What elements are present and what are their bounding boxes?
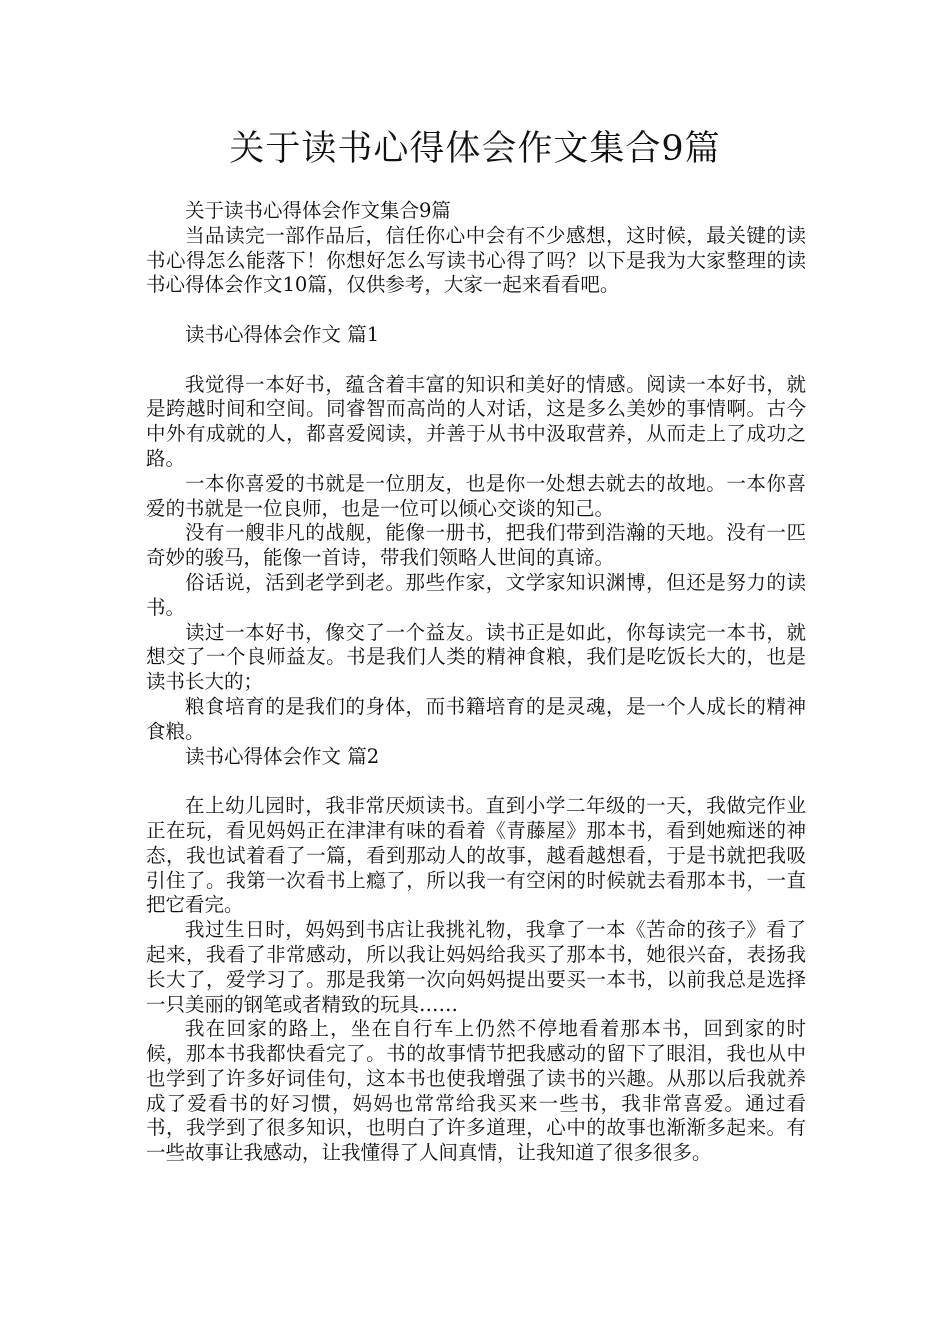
- paragraph: 没有一艘非凡的战舰，能像一册书，把我们带到浩瀚的天地。没有一匹奇妙的骏马，能像一首诗，带我们领略人世间的真谛。: [146, 521, 806, 570]
- intro-paragraph: 当品读完一部作品后，信任你心中会有不少感想，这时候，最关键的读书心得怎么能落下！你想好怎么写读书心得了吗？以下是我为大家整理的读书心得体会作文10篇，仅供参考，大家一起来看看吧。: [146, 223, 806, 297]
- section-heading-1: 读书心得体会作文 篇1: [185, 322, 380, 346]
- document-body: [146, 199, 806, 1166]
- section-heading-2: 读书心得体会作文 篇2: [185, 744, 380, 768]
- paragraph: 一本你喜爱的书就是一位朋友，也是你一处想去就去的故地。一本你喜爱的书就是一位良师，也是一位可以倾心交谈的知己。: [146, 471, 806, 520]
- paragraph: 我过生日时，妈妈到书店让我挑礼物，我拿了一本《苦命的孩子》看了起来，我看了非常感动，所以我让妈妈给我买了那本书，她很兴奋，表扬我长大了，爱学习了。那是我第一次向妈妈提出要买一本书，以前我总是选择一只美丽的钢笔或者精致的玩具……: [146, 918, 806, 1016]
- blank-line: [146, 769, 806, 794]
- paragraph: 在上幼儿园时，我非常厌烦读书。直到小学二年级的一天，我做完作业正在玩，看见妈妈正在津津有味的看着《青藤屋》那本书，看到她痴迷的神态，我也试着看了一篇，看到那动人的故事，越看越想看，于是书就把我吸引住了。我第一次看书上瘾了，所以我一有空闲的时候就去看那本书，一直把它看完。: [146, 794, 806, 917]
- paragraph: 俗话说，活到老学到老。那些作家，文学家知识渊博，但还是努力的读书。: [146, 570, 806, 619]
- paragraph: 读过一本好书，像交了一个益友。读书正是如此，你每读完一本书，就想交了一个良师益友。书是我们人类的精神食粮，我们是吃饭长大的，也是读书长大的；: [146, 620, 806, 694]
- blank-line: [146, 348, 806, 373]
- document-subtitle: 关于读书心得体会作文集合9篇: [185, 199, 451, 222]
- paragraph: 我觉得一本好书，蕴含着丰富的知识和美好的情感。阅读一本好书，就是跨越时间和空间。同睿智而高尚的人对话，这是多么美妙的事情啊。古今中外有成就的人，都喜爱阅读，并善于从书中汲取营养，从而走上了成功之路。: [146, 372, 806, 470]
- document-title: 关于读书心得体会作文集合9篇: [229, 129, 721, 169]
- paragraph: 粮食培育的是我们的身体，而书籍培育的是灵魂，是一个人成长的精神食粮。: [146, 694, 806, 743]
- blank-line: [146, 298, 806, 323]
- paragraph: 我在回家的路上，坐在自行车上仍然不停地看着那本书，回到家的时候，那本书我都快看完了。书的故事情节把我感动的留下了眼泪，我也从中也学到了许多好词佳句，这本书也使我增强了读书的兴趣。从那以后我就养成了爱看书的好习惯，妈妈也常常给我买来一些书，我非常喜爱。通过看书，我学到了很多知识，也明白了许多道理，心中的故事也渐渐多起来。有一些故事让我感动，让我懂得了人间真情，让我知道了很多很多。: [146, 1017, 806, 1165]
